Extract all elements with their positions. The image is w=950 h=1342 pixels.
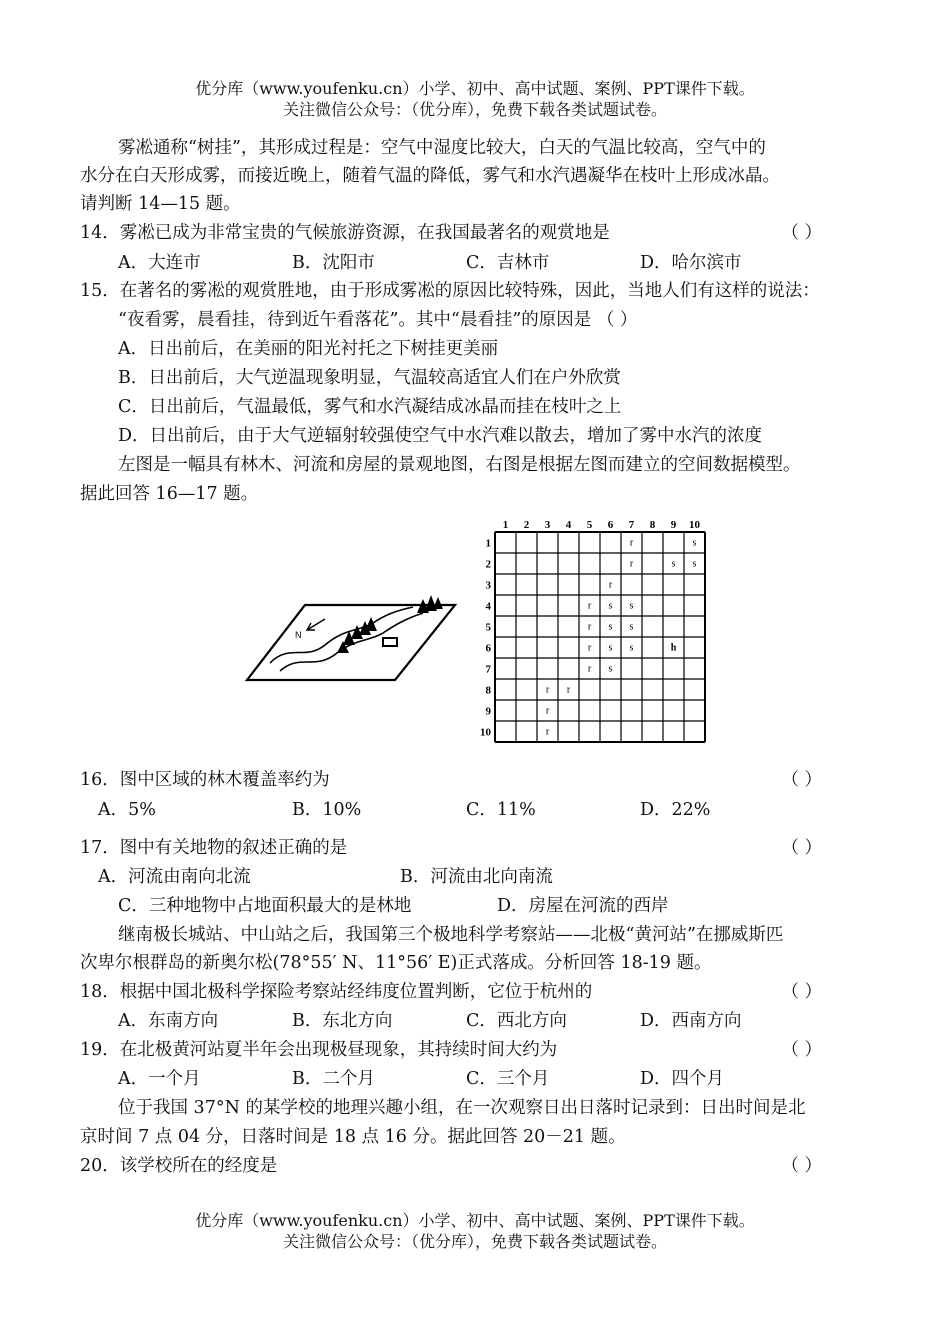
grid-cell-value: s [629,600,634,612]
grid-cell-value: s [629,642,634,654]
grid-cell-value: s [608,600,613,612]
intro2-line-2: 据此回答 16—17 题。 [80,484,259,504]
intro2-line-1: 左图是一幅具有林木、河流和房屋的景观地图，右图是根据左图而建立的空间数据模型。 [118,455,801,475]
grid-col-label: 3 [544,519,551,531]
q14-stem: 14．雾凇已成为非常宝贵的气候旅游资源，在我国最著名的观赏地是 [80,223,610,243]
grid-col-label: 9 [670,519,677,531]
header-line-2: 关注微信公众号：（优分库），免费下载各类试题试卷。 [282,100,667,119]
grid-col-label: 1 [502,519,509,531]
grid-cell-value: s [692,558,697,570]
house-icon [383,638,397,646]
grid-row-label: 9 [485,705,491,718]
intro3-line-1: 继南极长城站、中山站之后，我国第三个极地科学考察站——北极“黄河站”在挪威斯匹 [118,925,784,945]
grid-cell-value: r [587,600,592,612]
grid-cell-value: s [692,537,697,549]
grid-col-label: 7 [628,519,635,531]
q19-stem: 19．在北极黄河站夏半年会出现极昼现象，其持续时间大约为 [80,1040,558,1060]
grid-cell-value: h [670,642,677,654]
q14-answer-paren: （ ） [781,223,822,243]
header-line-1: 优分库（www.youfenku.cn）小学、初中、高中试题、案例、PPT课件下载。 [195,79,755,98]
q19-option-a: A．一个月 [118,1069,201,1089]
grid-cell-value: r [629,537,634,549]
grid-row-label: 10 [480,726,491,739]
q17-option-c: C．三种地物中占地面积最大的是林地 [118,896,412,916]
grid-cell-value: r [587,642,592,654]
q19-option-d: D．四个月 [640,1069,725,1089]
q14-option-a: A．大连市 [118,253,201,273]
intro1-line-3: 请判断 14—15 题。 [80,194,241,214]
q15-stem-2: “夜看雾，晨看挂，待到近午看落花”。其中“晨看挂”的原因是 （ ） [118,310,638,330]
grid-cell-value: s [629,621,634,633]
q14-option-c: C．吉林市 [466,253,550,273]
q14-option-d: D．哈尔滨市 [640,253,742,273]
north-label: N [295,630,302,640]
q19-option-b: B．二个月 [292,1069,375,1089]
river-line-upper [270,607,413,663]
q15-option-b: B．日出前后，大气逆温现象明显，气温较高适宜人们在户外欣赏 [118,368,621,388]
q20-answer-paren: （ ） [781,1156,822,1176]
q16-stem: 16．图中区域的林木覆盖率约为 [80,770,330,790]
q16-option-a: A．5% [98,800,156,820]
q15-option-c: C．日出前后，气温最低，雾气和水汽凝结成冰晶而挂在枝叶之上 [118,397,622,417]
grid-col-label: 2 [523,519,530,531]
q19-answer-paren: （ ） [781,1040,822,1060]
grid-col-label: 6 [607,519,614,531]
grid-row-label: 6 [485,642,491,655]
q16-option-c: C．11% [466,800,536,820]
q15-option-a: A．日出前后，在美丽的阳光衬托之下树挂更美丽 [118,339,499,359]
q16-option-b: B．10% [292,800,362,820]
q16-answer-paren: （ ） [781,770,822,790]
q15-stem-1: 15．在著名的雾凇的观赏胜地，由于形成雾凇的原因比较特殊，因此，当地人们有这样的说法： [80,281,820,301]
q17-option-b: B．河流由北向南流 [400,867,553,887]
q17-answer-paren: （ ） [781,838,822,858]
q14-option-b: B．沈阳市 [292,253,375,273]
footer-line-2: 关注微信公众号：（优分库），免费下载各类试题试卷。 [282,1232,667,1251]
q18-option-a: A．东南方向 [118,1011,219,1031]
grid-cell-value: r [587,621,592,633]
q18-answer-paren: （ ） [781,982,822,1002]
intro1-line-1: 雾凇通称“树挂”，其形成过程是：空气中湿度比较大，白天的气温比较高，空气中的 [118,138,766,158]
trees-cluster [337,595,443,653]
q20-stem: 20．该学校所在的经度是 [80,1156,278,1176]
grid-col-label: 10 [689,519,700,531]
q17-option-a: A．河流由南向北流 [98,867,251,887]
spatial-grid-model [465,515,725,755]
grid-row-label: 8 [485,684,491,697]
grid-row-label: 2 [485,558,491,571]
intro3-line-2: 次卑尔根群岛的新奥尔松(78°55′ N、11°56′ E)正式落成。分析回答 18-19 题。 [80,953,712,973]
q18-option-b: B．东北方向 [292,1011,393,1031]
grid-cell-value: s [608,621,613,633]
grid-cell-value: r [587,663,592,675]
footer-line-1: 优分库（www.youfenku.cn）小学、初中、高中试题、案例、PPT课件下载。 [195,1211,755,1230]
landscape-map-figure [245,583,460,683]
grid-cell-value: s [671,558,676,570]
grid-row-label: 3 [485,579,491,592]
grid-cell-value: s [608,642,613,654]
q17-option-d: D．房屋在河流的西岸 [497,896,669,916]
q19-option-c: C．三个月 [466,1069,550,1089]
grid-cell-value: r [545,705,550,717]
q18-option-d: D．西南方向 [640,1011,742,1031]
q18-stem: 18．根据中国北极科学探险考察站经纬度位置判断，它位于杭州的 [80,982,593,1002]
grid-cell-value: r [545,726,550,738]
grid-row-label: 7 [485,663,491,676]
grid-row-label: 1 [485,537,491,550]
grid-col-label: 4 [565,519,572,531]
grid-cell-value: s [608,663,613,675]
intro4-line-1: 位于我国 37°N 的某学校的地理兴趣小组，在一次观察日出日落时记录到：日出时间是北 [118,1098,806,1118]
q16-option-d: D．22% [640,800,711,820]
intro1-line-2: 水分在白天形成雾，而接近晚上，随着气温的降低，雾气和水汽遇凝华在枝叶上形成冰晶。 [80,166,780,186]
grid-col-label: 8 [649,519,656,531]
q17-stem: 17．图中有关地物的叙述正确的是 [80,838,348,858]
q15-option-d: D．日出前后，由于大气逆辐射较强使空气中水汽难以散去，增加了雾中水汽的浓度 [118,426,763,446]
grid-cell-value: r [566,684,571,696]
grid-col-label: 5 [586,519,593,531]
grid-row-label: 5 [485,621,491,634]
grid-cell-value: r [608,579,613,591]
intro4-line-2: 京时间 7 点 04 分，日落时间是 18 点 16 分。据此回答 20－21 题。 [80,1127,626,1147]
q18-option-c: C．西北方向 [466,1011,567,1031]
grid-cell-value: r [545,684,550,696]
grid-cell-value: r [629,558,634,570]
grid-row-label: 4 [485,600,491,613]
